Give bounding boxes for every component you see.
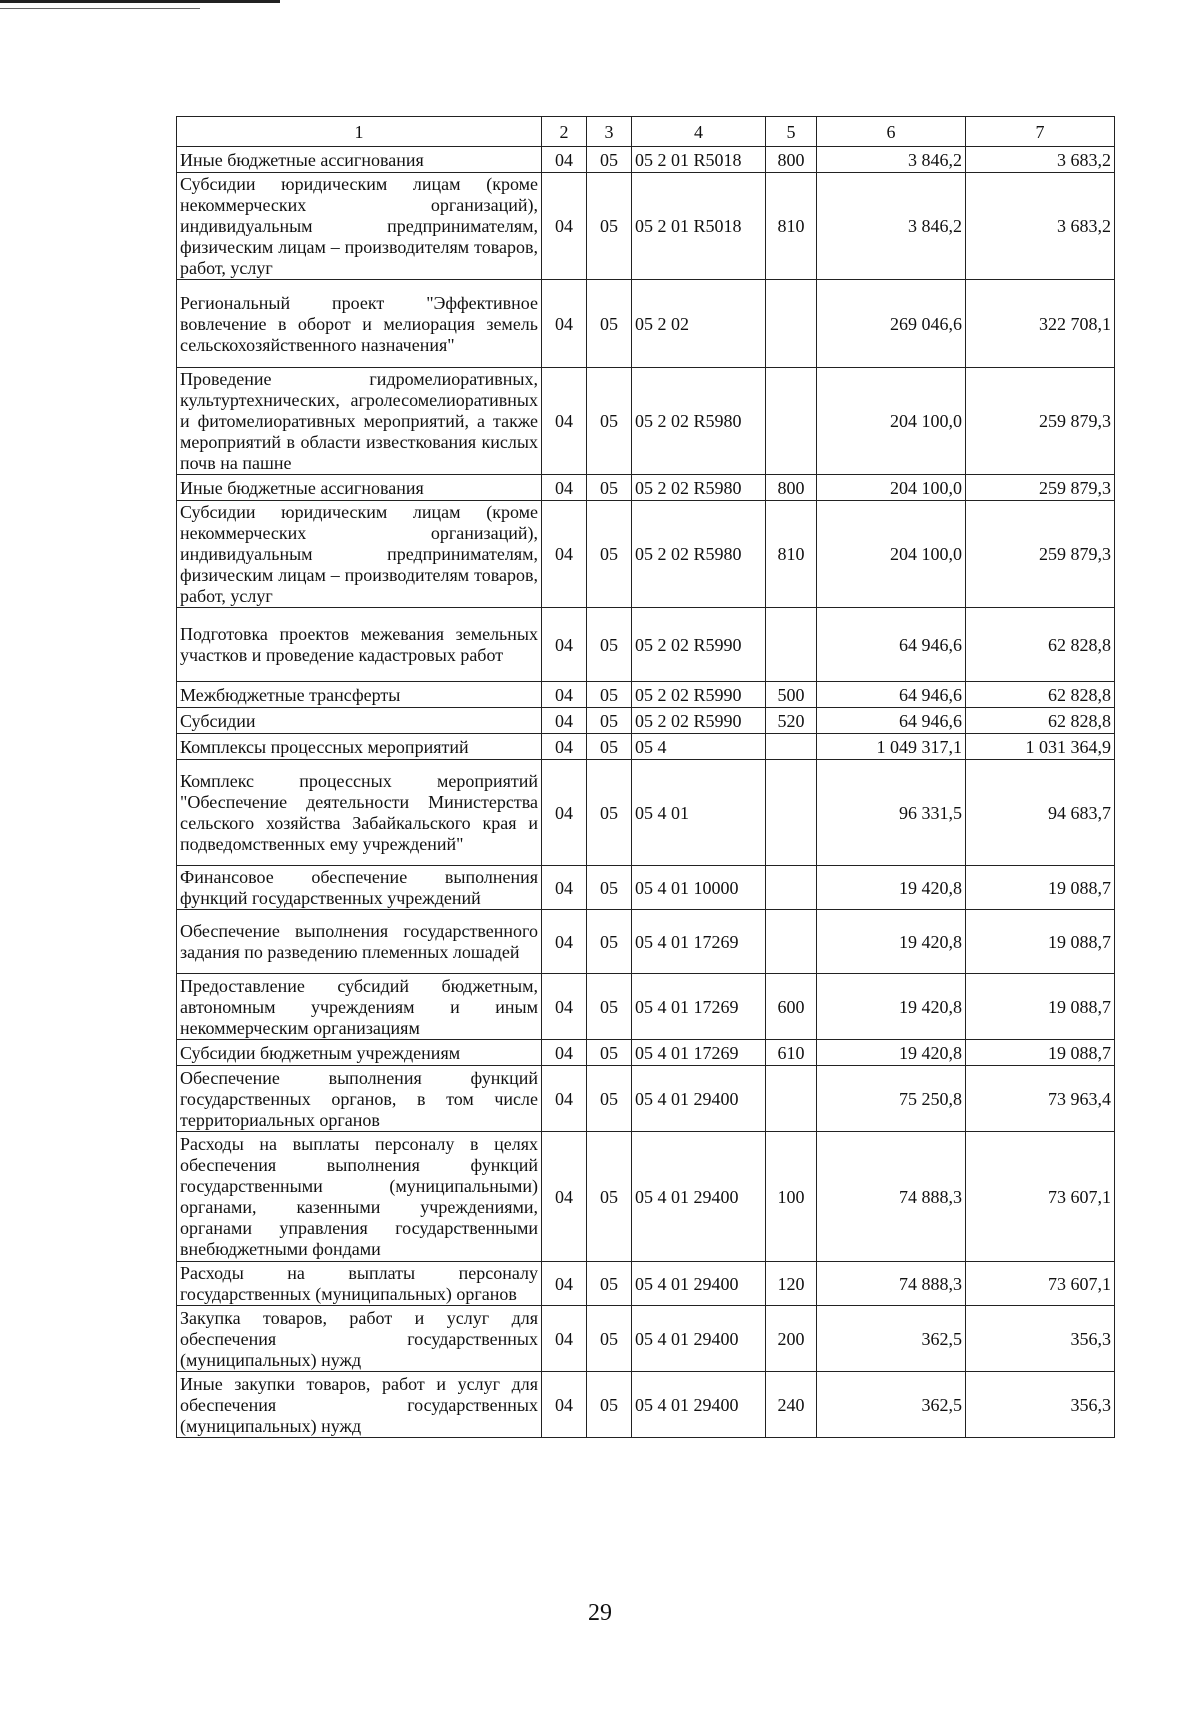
cell-name: Иные закупки товаров, работ и услуг для обеспечения государственных (муниципальных) нужд: [177, 1372, 542, 1438]
cell-target-article: 05 4 01 29400: [632, 1132, 766, 1262]
cell-target-article: 05 2 02 R5990: [632, 608, 766, 682]
cell-name: Межбюджетные трансферты: [177, 682, 542, 708]
table-row: [177, 1040, 1115, 1066]
cell-expense-type: [766, 866, 817, 910]
cell-amount-year-1: 204 100,0: [817, 475, 966, 501]
cell-section: 04: [542, 974, 587, 1040]
cell-amount-year-2: 94 683,7: [966, 760, 1115, 866]
cell-subsection: 05: [587, 708, 632, 734]
cell-amount-year-1: 64 946,6: [817, 608, 966, 682]
top-scan-rule-thin: [0, 8, 200, 9]
cell-name: Закупка товаров, работ и услуг для обеспечения государственных (муниципальных) нужд: [177, 1306, 542, 1372]
cell-name: Финансовое обеспечение выполнения функций государственных учреждений: [177, 866, 542, 910]
table-header-row: [177, 117, 1115, 147]
cell-name: Иные бюджетные ассигнования: [177, 475, 542, 501]
cell-amount-year-2: 19 088,7: [966, 866, 1115, 910]
cell-subsection: 05: [587, 1040, 632, 1066]
cell-section: 04: [542, 608, 587, 682]
cell-target-article: 05 2 02 R5980: [632, 368, 766, 475]
cell-expense-type: 800: [766, 475, 817, 501]
cell-subsection: 05: [587, 734, 632, 760]
cell-subsection: 05: [587, 1066, 632, 1132]
cell-amount-year-1: 362,5: [817, 1372, 966, 1438]
cell-subsection: 05: [587, 910, 632, 974]
cell-amount-year-1: 204 100,0: [817, 501, 966, 608]
cell-section: 04: [542, 1262, 587, 1306]
cell-amount-year-1: 75 250,8: [817, 1066, 966, 1132]
cell-target-article: 05 2 02 R5980: [632, 475, 766, 501]
cell-amount-year-1: 19 420,8: [817, 866, 966, 910]
cell-target-article: 05 4 01 29400: [632, 1372, 766, 1438]
cell-subsection: 05: [587, 173, 632, 280]
cell-section: 04: [542, 734, 587, 760]
cell-expense-type: [766, 734, 817, 760]
cell-subsection: 05: [587, 866, 632, 910]
table-row: [177, 682, 1115, 708]
cell-section: 04: [542, 1040, 587, 1066]
cell-amount-year-2: 19 088,7: [966, 974, 1115, 1040]
cell-section: 04: [542, 147, 587, 173]
cell-expense-type: 200: [766, 1306, 817, 1372]
cell-name: Комплекс процессных мероприятий "Обеспечение деятельности Министерства сельского хозяйства Забайкальского края и подведомственных ему учреждений": [177, 760, 542, 866]
cell-subsection: 05: [587, 608, 632, 682]
cell-amount-year-2: 73 607,1: [966, 1132, 1115, 1262]
table-row: [177, 475, 1115, 501]
cell-expense-type: 600: [766, 974, 817, 1040]
cell-subsection: 05: [587, 1132, 632, 1262]
budget-table: [176, 116, 1115, 1438]
cell-amount-year-1: 74 888,3: [817, 1132, 966, 1262]
cell-amount-year-2: 73 963,4: [966, 1066, 1115, 1132]
cell-expense-type: 520: [766, 708, 817, 734]
cell-name: Субсидии юридическим лицам (кроме некоммерческих организаций), индивидуальным предпринимателям, физическим лицам – производителям товаров, работ, услуг: [177, 173, 542, 280]
cell-amount-year-1: 19 420,8: [817, 910, 966, 974]
cell-target-article: 05 2 01 R5018: [632, 173, 766, 280]
cell-target-article: 05 4 01 10000: [632, 866, 766, 910]
cell-amount-year-2: 356,3: [966, 1372, 1115, 1438]
cell-amount-year-1: 1 049 317,1: [817, 734, 966, 760]
cell-expense-type: 240: [766, 1372, 817, 1438]
cell-expense-type: 500: [766, 682, 817, 708]
cell-amount-year-1: 64 946,6: [817, 682, 966, 708]
cell-subsection: 05: [587, 1262, 632, 1306]
cell-name: Подготовка проектов межевания земельных участков и проведение кадастровых работ: [177, 608, 542, 682]
cell-subsection: 05: [587, 974, 632, 1040]
cell-expense-type: 100: [766, 1132, 817, 1262]
table-row: [177, 608, 1115, 682]
cell-target-article: 05 4 01 29400: [632, 1306, 766, 1372]
cell-expense-type: 800: [766, 147, 817, 173]
page-number: 29: [588, 1600, 612, 1626]
cell-amount-year-1: 3 846,2: [817, 147, 966, 173]
cell-amount-year-1: 3 846,2: [817, 173, 966, 280]
cell-section: 04: [542, 682, 587, 708]
cell-name: Субсидии бюджетным учреждениям: [177, 1040, 542, 1066]
cell-subsection: 05: [587, 475, 632, 501]
cell-amount-year-2: 259 879,3: [966, 501, 1115, 608]
cell-expense-type: 610: [766, 1040, 817, 1066]
table-row: [177, 368, 1115, 475]
cell-amount-year-1: 362,5: [817, 1306, 966, 1372]
cell-section: 04: [542, 1066, 587, 1132]
cell-name: Иные бюджетные ассигнования: [177, 147, 542, 173]
cell-section: 04: [542, 1306, 587, 1372]
cell-amount-year-2: 1 031 364,9: [966, 734, 1115, 760]
cell-expense-type: [766, 280, 817, 368]
cell-amount-year-2: 62 828,8: [966, 608, 1115, 682]
header-cell-pr: 3: [587, 117, 632, 147]
cell-amount-year-1: 64 946,6: [817, 708, 966, 734]
cell-target-article: 05 4 01 29400: [632, 1262, 766, 1306]
table-row: [177, 147, 1115, 173]
cell-amount-year-2: 3 683,2: [966, 173, 1115, 280]
cell-subsection: 05: [587, 1372, 632, 1438]
cell-target-article: 05 2 02 R5990: [632, 682, 766, 708]
cell-target-article: 05 4: [632, 734, 766, 760]
cell-subsection: 05: [587, 760, 632, 866]
table-row: [177, 974, 1115, 1040]
cell-expense-type: [766, 1066, 817, 1132]
table-row: [177, 1262, 1115, 1306]
cell-name: Расходы на выплаты персоналу в целях обеспечения выполнения функций государственными (муниципальными) органами, казенными учреждениями, органами управления государственными внебюджетными фондами: [177, 1132, 542, 1262]
cell-expense-type: [766, 608, 817, 682]
table-row: [177, 734, 1115, 760]
cell-amount-year-2: 62 828,8: [966, 682, 1115, 708]
table-row: [177, 910, 1115, 974]
cell-amount-year-1: 96 331,5: [817, 760, 966, 866]
cell-target-article: 05 4 01 29400: [632, 1066, 766, 1132]
cell-amount-year-2: 356,3: [966, 1306, 1115, 1372]
cell-name: Комплексы процессных мероприятий: [177, 734, 542, 760]
cell-amount-year-1: 19 420,8: [817, 1040, 966, 1066]
header-cell-sum-1: 6: [817, 117, 966, 147]
header-cell-sum-2: 7: [966, 117, 1115, 147]
cell-section: 04: [542, 1372, 587, 1438]
cell-section: 04: [542, 910, 587, 974]
cell-section: 04: [542, 280, 587, 368]
cell-name: Обеспечение выполнения государственного задания по разведению племенных лошадей: [177, 910, 542, 974]
cell-expense-type: 810: [766, 173, 817, 280]
cell-amount-year-2: 259 879,3: [966, 368, 1115, 475]
cell-target-article: 05 2 02: [632, 280, 766, 368]
header-cell-vr: 5: [766, 117, 817, 147]
cell-subsection: 05: [587, 368, 632, 475]
cell-target-article: 05 4 01 17269: [632, 974, 766, 1040]
cell-section: 04: [542, 708, 587, 734]
cell-amount-year-1: 204 100,0: [817, 368, 966, 475]
cell-section: 04: [542, 1132, 587, 1262]
cell-expense-type: [766, 760, 817, 866]
cell-subsection: 05: [587, 501, 632, 608]
cell-amount-year-1: 269 046,6: [817, 280, 966, 368]
cell-name: Проведение гидромелиоративных, культуртехнических, агролесомелиоративных и фитомелиоративных мероприятий, а также мероприятий в области известкования кислых почв на пашне: [177, 368, 542, 475]
cell-subsection: 05: [587, 682, 632, 708]
cell-name: Субсидии юридическим лицам (кроме некоммерческих организаций), индивидуальным предпринимателям, физическим лицам – производителям товаров, работ, услуг: [177, 501, 542, 608]
cell-expense-type: [766, 910, 817, 974]
cell-subsection: 05: [587, 280, 632, 368]
top-scan-rule: [0, 0, 280, 3]
table-row: [177, 280, 1115, 368]
cell-subsection: 05: [587, 147, 632, 173]
cell-amount-year-1: 74 888,3: [817, 1262, 966, 1306]
table-row: [177, 866, 1115, 910]
cell-expense-type: 810: [766, 501, 817, 608]
table-row: [177, 501, 1115, 608]
cell-name: Субсидии: [177, 708, 542, 734]
cell-target-article: 05 4 01: [632, 760, 766, 866]
cell-subsection: 05: [587, 1306, 632, 1372]
table-row: [177, 760, 1115, 866]
table-row: [177, 173, 1115, 280]
table-row: [177, 1066, 1115, 1132]
cell-name: Региональный проект "Эффективное вовлечение в оборот и мелиорация земель сельскохозяйственного назначения": [177, 280, 542, 368]
cell-amount-year-2: 259 879,3: [966, 475, 1115, 501]
cell-section: 04: [542, 760, 587, 866]
cell-amount-year-2: 19 088,7: [966, 1040, 1115, 1066]
table-row: [177, 708, 1115, 734]
table-row: [177, 1372, 1115, 1438]
cell-section: 04: [542, 866, 587, 910]
cell-amount-year-1: 19 420,8: [817, 974, 966, 1040]
cell-amount-year-2: 19 088,7: [966, 910, 1115, 974]
table-row: [177, 1132, 1115, 1262]
cell-name: Обеспечение выполнения функций государственных органов, в том числе территориальных органов: [177, 1066, 542, 1132]
cell-target-article: 05 2 02 R5980: [632, 501, 766, 608]
cell-name: Расходы на выплаты персоналу государственных (муниципальных) органов: [177, 1262, 542, 1306]
cell-expense-type: 120: [766, 1262, 817, 1306]
cell-target-article: 05 4 01 17269: [632, 910, 766, 974]
cell-target-article: 05 2 01 R5018: [632, 147, 766, 173]
cell-section: 04: [542, 368, 587, 475]
cell-target-article: 05 2 02 R5990: [632, 708, 766, 734]
cell-amount-year-2: 3 683,2: [966, 147, 1115, 173]
cell-section: 04: [542, 475, 587, 501]
cell-amount-year-2: 322 708,1: [966, 280, 1115, 368]
cell-section: 04: [542, 173, 587, 280]
cell-expense-type: [766, 368, 817, 475]
cell-section: 04: [542, 501, 587, 608]
table-row: [177, 1306, 1115, 1372]
header-cell-name: 1: [177, 117, 542, 147]
header-cell-csr: 4: [632, 117, 766, 147]
cell-name: Предоставление субсидий бюджетным, автономным учреждениям и иным некоммерческим организациям: [177, 974, 542, 1040]
header-cell-rz: 2: [542, 117, 587, 147]
cell-target-article: 05 4 01 17269: [632, 1040, 766, 1066]
cell-amount-year-2: 62 828,8: [966, 708, 1115, 734]
cell-amount-year-2: 73 607,1: [966, 1262, 1115, 1306]
